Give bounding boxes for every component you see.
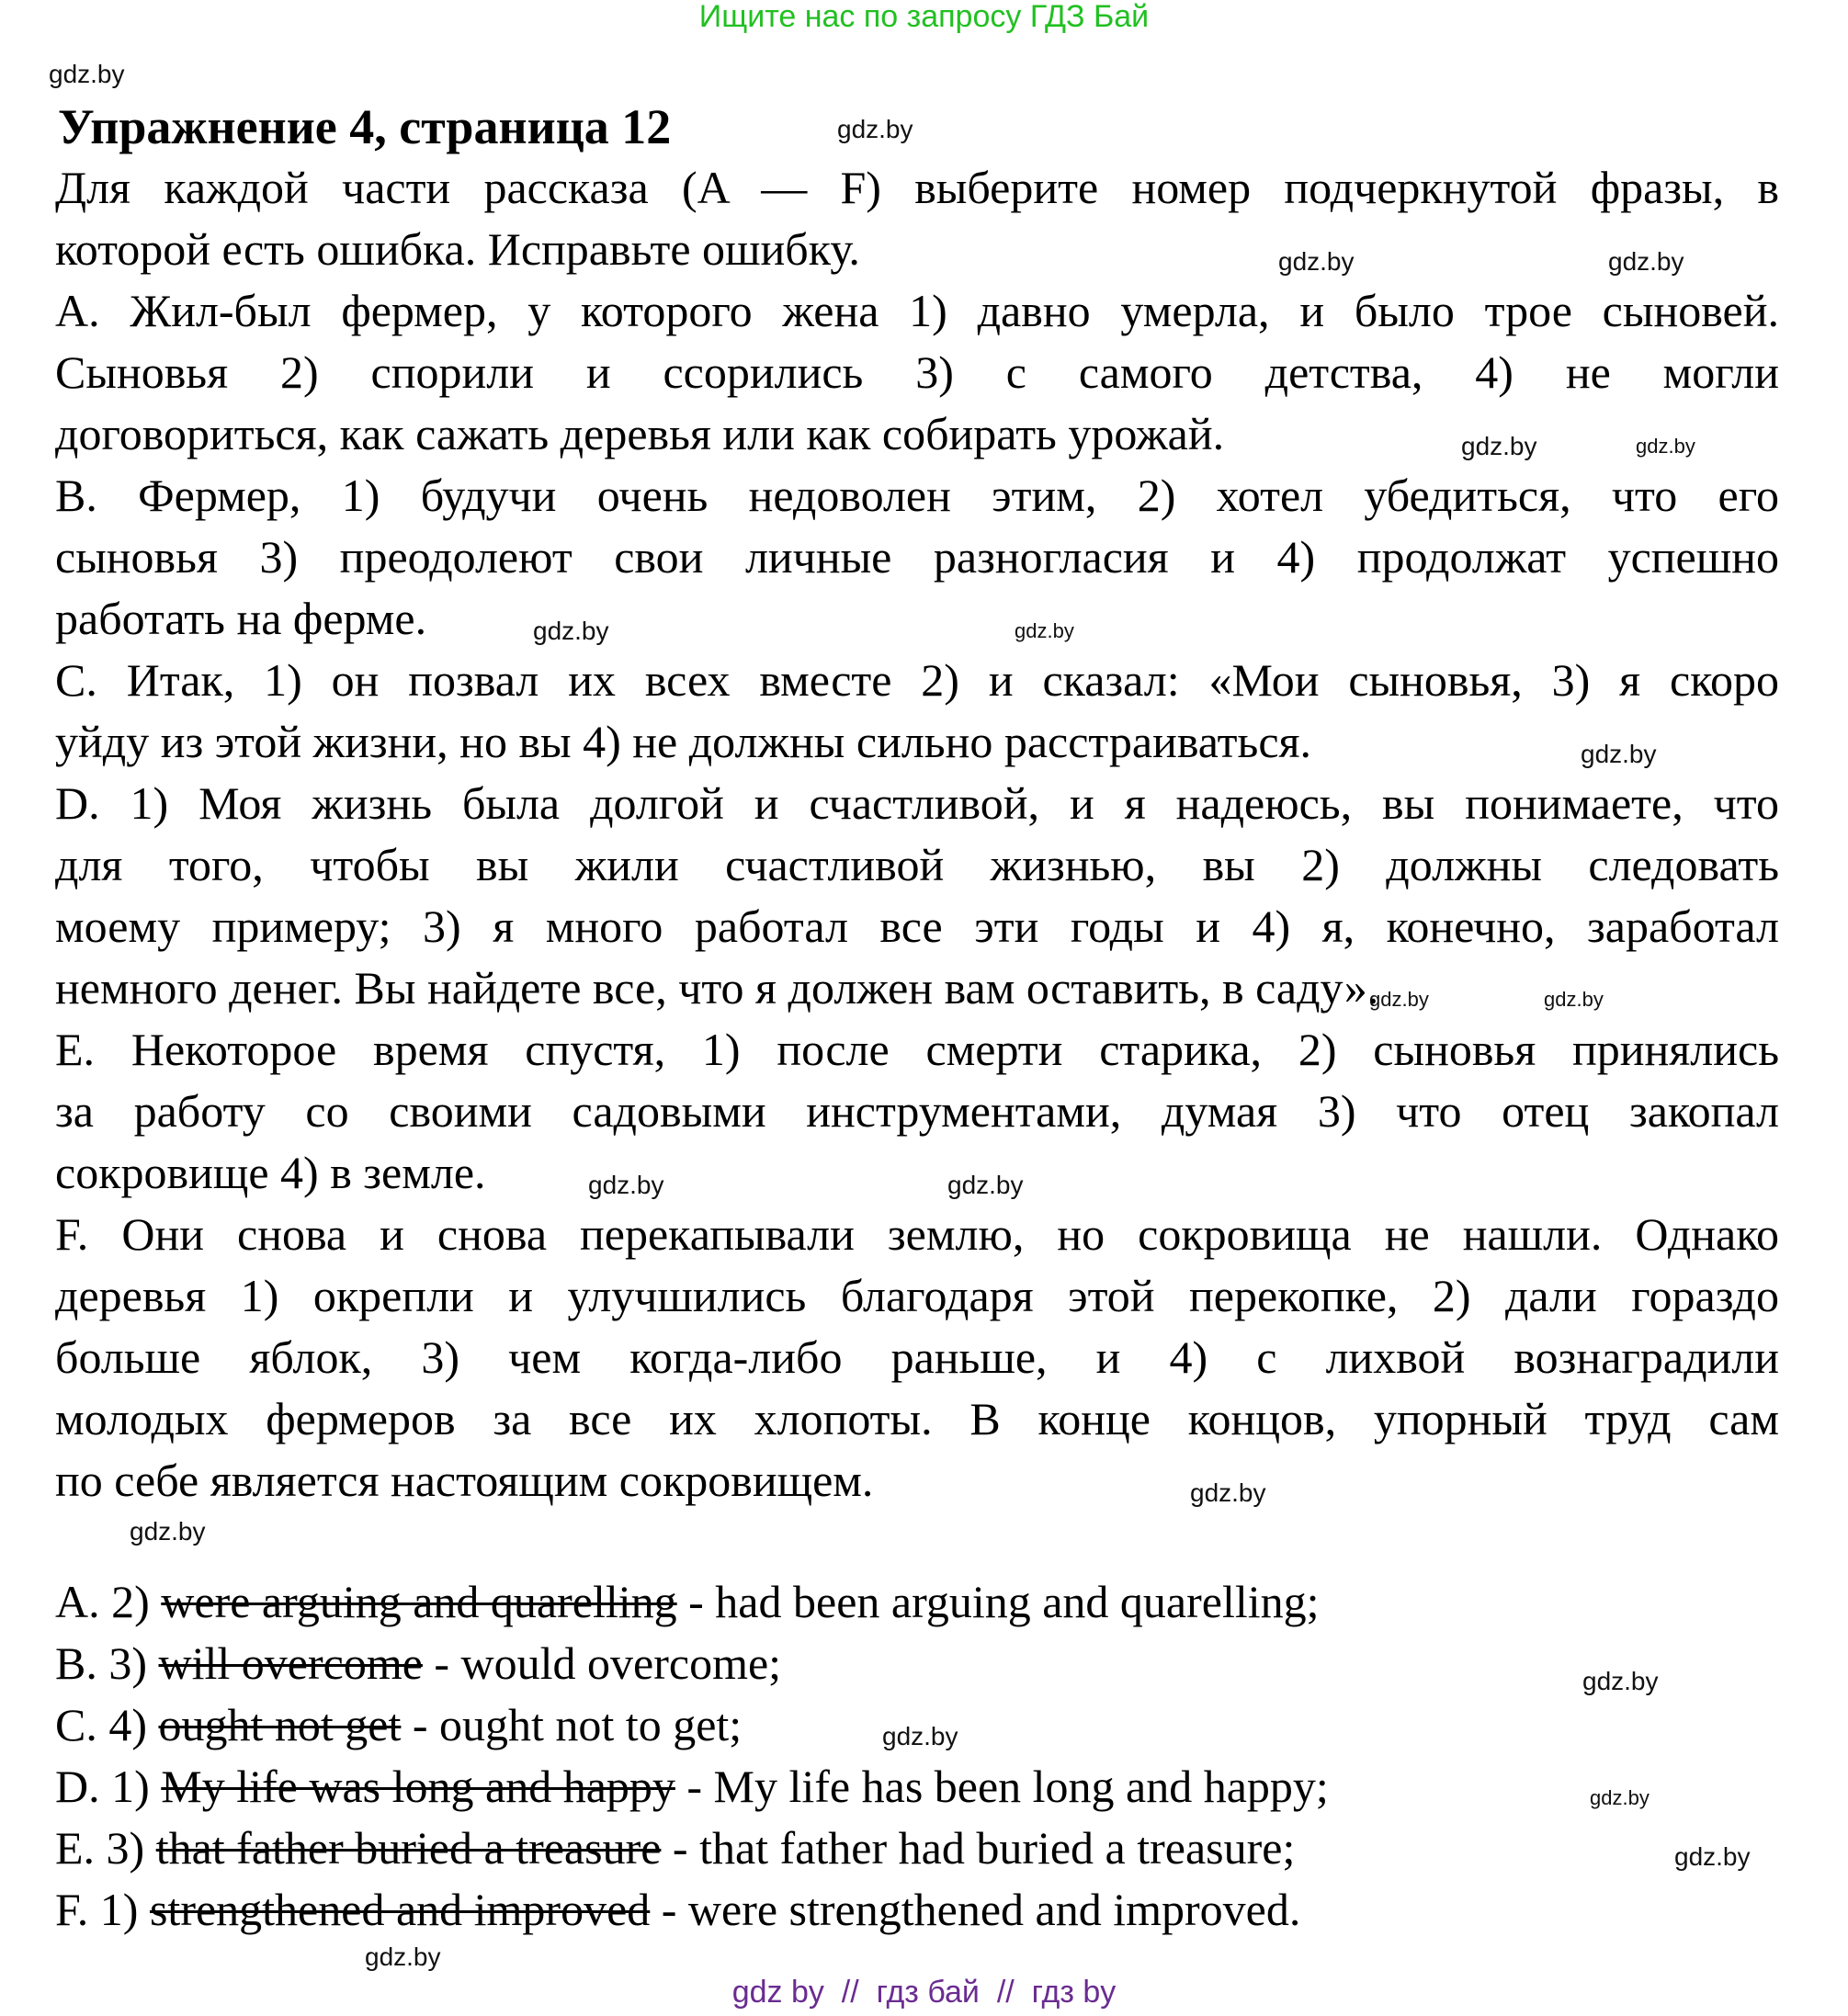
wrong-phrase: strengthened and improved [149, 1884, 651, 1935]
watermark: gdz.by [588, 1171, 664, 1199]
watermark: gdz.by [1590, 1786, 1650, 1809]
watermark: gdz.by [130, 1517, 206, 1546]
text-line: договориться, как сажать деревья или как собирать урожай. [55, 408, 1225, 459]
correct-phrase: - would overcome; [422, 1637, 782, 1689]
answer-line [55, 1756, 1329, 1818]
watermark: gdz.by [1015, 619, 1074, 642]
answer-label: B. 3) [55, 1637, 159, 1689]
text-line: молодых фермеров за все их хлопоты. В конце концов, упорный труд сам [55, 1393, 1779, 1444]
text-line: которой есть ошибка. Исправьте ошибку. [55, 223, 860, 275]
text-line: для того, чтобы вы жили счастливой жизнью, вы 2) должны следовать [55, 839, 1779, 890]
text-line: A. Жил-был фермер, у которого жена 1) давно умерла, и было трое сыновей. [55, 285, 1779, 336]
text-line: больше яблок, 3) чем когда-либо раньше, и 4) с лихвой вознаградили [55, 1331, 1779, 1383]
text-line: за работу со своими садовыми инструментами, думая 3) что отец закопал [55, 1085, 1779, 1137]
watermark: gdz.by [365, 1942, 441, 1971]
wrong-phrase: that father buried a treasure [155, 1822, 662, 1874]
answer-line [55, 1633, 781, 1694]
text-line: моему примеру; 3) я много работал все эти годы и 4) я, конечно, заработал [55, 900, 1779, 952]
answer-label: C. 4) [55, 1699, 159, 1750]
text-line: работать на ферме. [55, 593, 427, 644]
answer-label: E. 3) [55, 1822, 156, 1874]
correct-phrase: - were strengthened and improved. [650, 1884, 1301, 1935]
watermark: gdz.by [837, 115, 913, 143]
wrong-phrase: will overcome [158, 1637, 423, 1689]
watermark: gdz.by [1278, 247, 1355, 276]
correct-phrase: - My life has been long and happy; [675, 1761, 1329, 1812]
answer-line [55, 1879, 1300, 1941]
text-line: F. Они снова и снова перекапывали землю, но сокровища не нашли. Однако [55, 1208, 1779, 1260]
watermark: gdz.by [49, 60, 125, 88]
text-line: сокровище 4) в земле. [55, 1147, 486, 1198]
answer-line [55, 1694, 742, 1756]
correct-phrase: - ought not to get; [401, 1699, 743, 1750]
text-line: по себе является настоящим сокровищем. [55, 1455, 874, 1506]
text-line: немного денег. Вы найдете все, что я должен вам оставить, в саду». [55, 962, 1379, 1014]
wrong-phrase: My life was long and happy [161, 1761, 675, 1812]
footer-links: gdz by // гдз бай // гдз by [731, 1975, 1117, 2010]
text-line: Для каждой части рассказа (A — F) выберите номер подчеркнутой фразы, в [55, 162, 1779, 213]
watermark: gdz.by [882, 1722, 958, 1750]
correct-phrase: - that father had buried a treasure; [661, 1822, 1296, 1874]
correct-phrase: - had been arguing and quarelling; [676, 1576, 1320, 1627]
watermark: gdz.by [1582, 1667, 1659, 1695]
text-line: D. 1) Моя жизнь была долгой и счастливой, и я надеюсь, вы понимаете, что [55, 777, 1779, 829]
answer-label: A. 2) [55, 1576, 162, 1627]
watermark: gdz.by [1674, 1842, 1751, 1871]
text-line: сыновья 3) преодолеют свои личные разногласия и 4) продолжат успешно [55, 531, 1779, 583]
text-line: E. Некоторое время спустя, 1) после смерти старика, 2) сыновья принялись [55, 1024, 1779, 1075]
wrong-phrase: ought not get [158, 1699, 402, 1750]
answer-label: F. 1) [55, 1884, 150, 1935]
watermark: gdz.by [1544, 988, 1604, 1011]
answer-line [55, 1818, 1295, 1879]
watermark: gdz.by [1581, 740, 1657, 768]
page-title: Упражнение 4, страница 12 [58, 99, 672, 154]
watermark: gdz.by [1461, 432, 1537, 460]
watermark: gdz.by [533, 617, 609, 645]
text-line: деревья 1) окрепли и улучшились благодаря этой перекопке, 2) дали гораздо [55, 1270, 1779, 1321]
answer-label: D. 1) [55, 1761, 162, 1812]
wrong-phrase: were arguing and quarelling [161, 1576, 677, 1627]
answer-line [55, 1571, 1320, 1633]
text-line: C. Итак, 1) он позвал их всех вместе 2) и сказал: «Мои сыновья, 3) я скоро [55, 654, 1779, 706]
watermark: gdz.by [1369, 988, 1429, 1011]
watermark: gdz.by [947, 1171, 1024, 1199]
watermark: gdz.by [1636, 435, 1695, 458]
watermark: gdz.by [1190, 1478, 1266, 1507]
watermark: gdz.by [1608, 247, 1684, 276]
search-banner: Ищите нас по запросу ГДЗ Бай [698, 0, 1150, 34]
text-line: Сыновья 2) спорили и ссорились 3) с самого детства, 4) не могли [55, 346, 1779, 398]
text-line: B. Фермер, 1) будучи очень недоволен этим, 2) хотел убедиться, что его [55, 470, 1779, 521]
text-line: уйду из этой жизни, но вы 4) не должны сильно расстраиваться. [55, 716, 1312, 767]
